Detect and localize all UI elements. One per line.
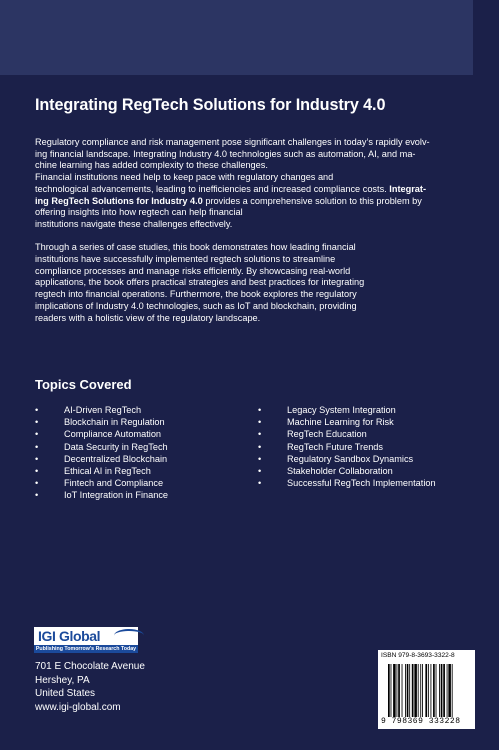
bullet-icon: • <box>35 478 39 489</box>
topic-label: Compliance Automation <box>64 429 162 440</box>
barcode-bar <box>441 664 443 717</box>
topic-label: Ethical AI in RegTech <box>64 466 151 477</box>
topic-item <box>35 489 168 501</box>
book-description <box>35 137 475 324</box>
topic-label: Legacy System Integration <box>287 405 396 415</box>
desc-line: Regulatory compliance and risk management pose significant challenges in today’s rapidly evolv- <box>35 137 430 147</box>
desc-line: Through a series of case studies, this book demonstrates how leading financial <box>35 242 356 253</box>
desc-line: readers with a holistic view of the regulatory landscape. <box>35 312 261 323</box>
topic-label: RegTech Education <box>287 429 367 440</box>
topic-item <box>35 441 168 453</box>
barcode-bar <box>452 664 453 717</box>
topic-label: Blockchain in Regulation <box>64 417 165 428</box>
barcode-bar <box>431 664 432 717</box>
topic-label: RegTech Future Trends <box>287 441 384 452</box>
barcode-bar <box>388 664 390 717</box>
desc-bold-title: Integrat- <box>389 183 427 194</box>
bullet-icon: • <box>35 453 39 464</box>
topic-item <box>35 404 168 416</box>
desc-line: provides a comprehensive solution to this problem by <box>202 195 422 206</box>
desc-line: applications, the book offers practical strategies and best practices for integrating <box>35 277 365 288</box>
bullet-icon: • <box>258 466 262 477</box>
barcode-bar <box>409 664 410 717</box>
topic-item <box>258 416 436 428</box>
topics-heading: Topics Covered <box>35 377 132 392</box>
desc-bold-title: ing RegTech Solutions for Industry 4.0 <box>35 195 203 206</box>
barcode-bar <box>402 664 403 717</box>
topic-item <box>35 477 168 489</box>
address-street: 701 E Chocolate Avenue <box>35 661 145 672</box>
top-panel <box>0 0 473 75</box>
barcode-bar <box>393 664 396 717</box>
logo-swoosh-icon <box>114 629 144 642</box>
desc-line: regtech into financial operations. Furthermore, the book explores the regulatory <box>35 289 357 300</box>
topic-label: AI-Driven RegTech <box>64 405 142 415</box>
barcode-bars <box>388 664 468 717</box>
topic-label: Successful RegTech Implementation <box>287 478 436 489</box>
topic-label: Machine Learning for Risk <box>287 417 394 428</box>
barcode-bar <box>407 664 409 717</box>
barcode-bar <box>443 664 445 717</box>
topic-item <box>35 465 168 477</box>
bullet-icon: • <box>35 490 39 501</box>
address-city: Hershey, PA <box>35 674 90 686</box>
address-country: United States <box>35 688 96 699</box>
barcode-bar <box>433 664 435 717</box>
topic-item <box>258 428 436 440</box>
topic-item <box>258 465 436 477</box>
barcode-bar <box>420 664 421 717</box>
desc-line: implications of Industry 4.0 technologies, such as IoT and blockchain, providing <box>35 300 357 311</box>
bullet-icon: • <box>35 405 39 415</box>
topic-label: Stakeholder Collaboration <box>287 466 393 477</box>
logo-tagline: Publishing Tomorrow’s Research Today <box>35 646 137 652</box>
barcode-bar <box>412 664 414 717</box>
barcode-bar <box>439 664 440 717</box>
description-paragraph-2 <box>35 242 475 324</box>
barcode-bar <box>414 664 417 717</box>
desc-line: offering insights into how regtech can help financial <box>35 207 243 218</box>
topic-item <box>35 428 168 440</box>
isbn-barcode <box>378 650 475 729</box>
topic-item <box>258 477 436 489</box>
publisher-address <box>35 660 145 714</box>
topic-label: Fintech and Compliance <box>64 478 164 489</box>
desc-line: institutions navigate these challenges effectively. <box>35 218 233 229</box>
barcode-bar <box>436 664 437 717</box>
barcode-bar <box>397 664 398 717</box>
desc-line: chine learning has added complexity to these challenges. <box>35 160 268 171</box>
bullet-icon: • <box>258 405 262 415</box>
publisher-logo <box>34 627 146 653</box>
barcode-bar <box>422 664 423 717</box>
bullet-icon: • <box>35 441 39 452</box>
topic-label: Data Security in RegTech <box>64 441 168 452</box>
bullet-icon: • <box>35 429 39 440</box>
topic-item <box>35 453 168 465</box>
bullet-icon: • <box>35 466 39 477</box>
barcode-bar <box>405 664 406 717</box>
description-paragraph-1 <box>35 137 475 231</box>
book-title: Integrating RegTech Solutions for Industry 4.0 <box>35 96 386 114</box>
topics-list-right <box>258 404 436 489</box>
publisher-website: www.igi-global.com <box>35 701 121 713</box>
topic-item <box>258 453 436 465</box>
barcode-bar <box>398 664 400 717</box>
barcode-bar <box>425 664 427 717</box>
topic-label: Decentralized Blockchain <box>64 453 168 464</box>
topic-item <box>258 404 436 416</box>
barcode-bar <box>418 664 419 717</box>
topic-label: Regulatory Sandbox Dynamics <box>287 453 414 464</box>
bullet-icon: • <box>258 441 262 452</box>
barcode-bar <box>448 664 451 717</box>
desc-line: technological advancements, leading to inefficiencies and increased compliance costs. <box>35 183 390 194</box>
barcode-bar <box>391 664 392 717</box>
bullet-icon: • <box>35 417 39 428</box>
logo-wordmark: IGI Global <box>34 627 138 645</box>
barcode-bar <box>428 664 429 717</box>
barcode-digits: 9 798369 333228 <box>381 717 461 726</box>
desc-line: compliance processes and manage risks efficiently. By showcasing real-world <box>35 265 351 276</box>
desc-line: institutions have successfully implemented regtech solutions to streamline <box>35 254 336 265</box>
bullet-icon: • <box>258 429 262 440</box>
bullet-icon: • <box>258 417 262 428</box>
topic-label: IoT Integration in Finance <box>64 490 169 501</box>
isbn-label: ISBN 979-8-3693-3322-8 <box>381 652 455 659</box>
bullet-icon: • <box>258 453 262 464</box>
desc-line: ing financial landscape. Integrating Industry 4.0 technologies such as automation, AI, and ma- <box>35 148 416 159</box>
desc-line: Financial institutions need help to keep pace with regulatory changes and <box>35 172 334 183</box>
barcode-bar <box>447 664 448 717</box>
topic-item <box>258 441 436 453</box>
bullet-icon: • <box>258 478 262 489</box>
topic-item <box>35 416 168 428</box>
topics-list-left <box>35 404 168 502</box>
